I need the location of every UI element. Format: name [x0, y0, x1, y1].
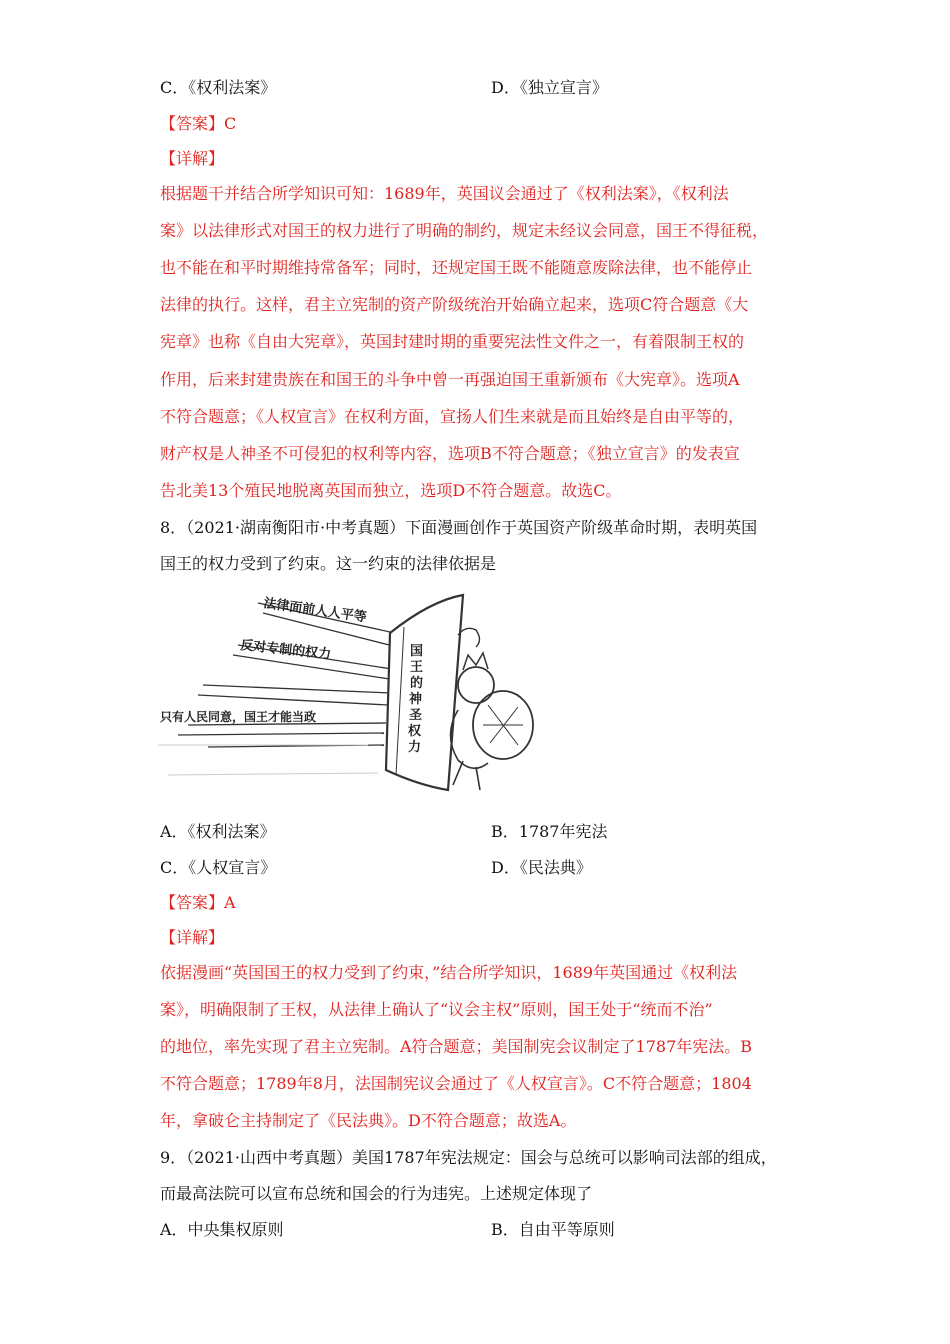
q9-option-a: A．中央集权原则	[160, 1220, 284, 1239]
q9-stem-line: 9．（2021·山西中考真题）美国1787年宪法规定：国会与总统可以影响司法部的组成，	[160, 1148, 777, 1167]
q7-explain-line: 法律的执行。这样，君主立宪制的资产阶级统治开始确立起来，选项C符合题意《大	[160, 295, 749, 314]
cartoon-label-equality: 法律面前人人平等	[262, 596, 368, 626]
cartoon-label-anti-tyranny: 反对专制的权力	[239, 638, 332, 663]
q8-stem-line: 8．（2021·湖南衡阳市·中考真题）下面漫画创作于英国资产阶级革命时期，表明英国	[160, 518, 758, 537]
shield-char: 圣	[409, 708, 423, 723]
q7-explain-tag: 【详解】	[160, 149, 225, 168]
q7-explain-line: 不符合题意；《人权宣言》在权利方面，宣扬人们生来就是而且始终是自由平等的，	[160, 407, 745, 426]
q7-explain-line: 告北美13个殖民地脱离英国而独立，选项D不符合题意。故选C。	[160, 481, 622, 500]
q8-answer-line	[160, 893, 236, 913]
q7-option-d: D．《独立宣言》	[491, 78, 608, 97]
shield-char: 王	[410, 660, 424, 675]
q8-stem-line: 国王的权力受到了约束。这一约束的法律依据是	[160, 554, 497, 573]
q7-answer-line	[160, 114, 236, 134]
q7-answer: C	[224, 114, 237, 133]
shield-char: 权	[408, 724, 422, 739]
q8-option-a: A．《权利法案》	[160, 822, 276, 841]
q8-explain-line: 案》，明确限制了王权，从法律上确认了“议会主权”原则，国王处于“统而不治”	[160, 1000, 713, 1019]
q7-explain-line: 也不能在和平时期维持常备军；同时，还规定国王既不能随意废除法律，也不能停止	[160, 258, 753, 277]
cartoon-shield-text	[408, 643, 423, 755]
q8-option-c: C．《人权宣言》	[160, 858, 277, 877]
q8-answer: A	[224, 893, 236, 912]
shield-char: 神	[409, 692, 423, 707]
q9-stem-line: 而最高法院可以宣布总统和国会的行为违宪。上述规定体现了	[160, 1184, 593, 1203]
q8-explain-line: 年，拿破仑主持制定了《民法典》。D不符合题意；故选A。	[160, 1111, 577, 1130]
q8-option-d: D．《民法典》	[491, 858, 592, 877]
shield-char: 力	[408, 740, 422, 755]
q7-explain-line: 作用，后来封建贵族在和国王的斗争中曾一再强迫国王重新颁布《大宪章》。选项A	[160, 370, 740, 389]
q8-explain-line: 的地位，率先实现了君主立宪制。A符合题意；美国制宪会议制定了1787年宪法。B	[160, 1037, 753, 1056]
q7-explain-line: 根据题干并结合所学知识可知：1689年，英国议会通过了《权利法案》，《权利法	[160, 184, 729, 203]
q8-option-b: B．1787年宪法	[491, 822, 608, 841]
q8-explain-tag: 【详解】	[160, 928, 225, 947]
q7-option-c: C．《权利法案》	[160, 78, 277, 97]
q7-explain-line: 财产权是人神圣不可侵犯的权利等内容，选项B不符合题意；《独立宣言》的发表宣	[160, 444, 740, 463]
cartoon-image	[158, 585, 548, 795]
q8-explain-line: 不符合题意；1789年8月，法国制宪议会通过了《人权宣言》。C不符合题意；1804	[160, 1074, 752, 1093]
answer-tag: 【答案】	[160, 114, 225, 133]
q7-explain-line: 案》以法律形式对国王的权力进行了明确的制约，规定未经议会同意，国王不得征税，	[160, 221, 769, 240]
shield-char: 的	[410, 676, 424, 691]
q7-explain-line: 宪章》也称《自由大宪章》，英国封建时期的重要宪法性文件之一，有着限制王权的	[160, 332, 745, 351]
q9-option-b: B．自由平等原则	[491, 1220, 615, 1239]
shield-char: 国	[410, 644, 424, 659]
answer-tag: 【答案】	[160, 893, 225, 912]
q8-explain-line: 依据漫画“英国国王的权力受到了约束，”结合所学知识，1689年英国通过《权利法	[160, 963, 738, 982]
cartoon-label-consent: 只有人民同意，国王才能当政	[160, 710, 317, 724]
